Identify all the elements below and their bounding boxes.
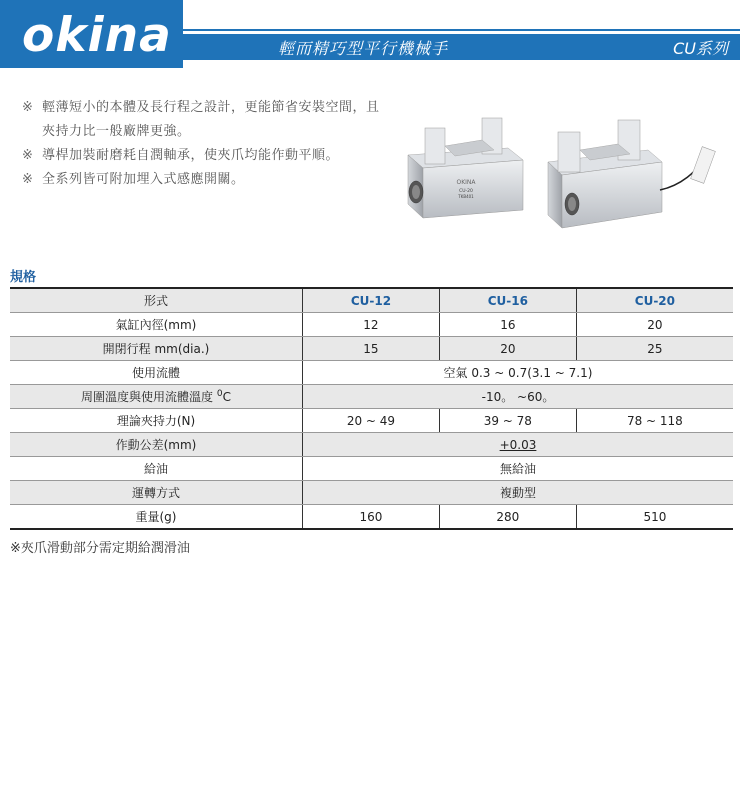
row-label-unit: C	[222, 390, 231, 404]
note-mark: ※	[22, 100, 33, 115]
table-row	[10, 457, 733, 481]
feature-list	[22, 96, 392, 192]
table-row	[10, 337, 733, 361]
row-label	[10, 385, 303, 409]
header-band	[183, 34, 740, 60]
note-mark: ※	[22, 172, 33, 187]
table-cell: 78 ~ 118	[576, 409, 733, 433]
table-cell: 160	[303, 505, 440, 530]
header-rule	[183, 29, 740, 31]
logo	[0, 0, 183, 68]
row-label: 給油	[10, 457, 303, 481]
model-header: CU-16	[439, 288, 576, 313]
table-cell: 15	[303, 337, 440, 361]
note-mark: ※	[22, 148, 33, 163]
product-photo	[398, 100, 728, 250]
row-label: 使用流體	[10, 361, 303, 385]
feature-item	[22, 144, 392, 168]
merged-cell: -10。 ~60。	[303, 385, 734, 409]
header-label: 形式	[10, 288, 303, 313]
table-cell: 280	[439, 505, 576, 530]
merged-cell: 複動型	[303, 481, 734, 505]
product-label-model: CU-20	[459, 189, 473, 194]
table-cell: 16	[439, 313, 576, 337]
table-row	[10, 433, 733, 457]
table-header-row	[10, 288, 733, 313]
gripper-right	[548, 120, 715, 228]
product-label-brand: OKINA	[456, 179, 476, 186]
feature-text: 輕薄短小的本體及長行程之設計，更能節省安裝空間，且夾持力比一般廠牌更強。	[42, 100, 380, 139]
spec-title: 規格	[10, 270, 37, 285]
degree-superscript: 0	[216, 389, 223, 399]
tolerance-value: +0.03	[499, 437, 537, 452]
feature-item	[22, 168, 392, 192]
table-cell: 20	[439, 337, 576, 361]
table-row	[10, 385, 733, 409]
merged-cell	[303, 433, 734, 457]
table-cell: 12	[303, 313, 440, 337]
page-header	[0, 0, 740, 70]
page-title: 輕而精巧型平行機械手	[278, 39, 449, 58]
row-label: 理論夾持力(N)	[10, 409, 303, 433]
product-label-code: TKB401	[458, 194, 474, 199]
row-label-text: 周圍溫度與使用流體溫度	[81, 390, 217, 404]
model-header: CU-12	[303, 288, 440, 313]
feature-text: 導桿加裝耐磨耗自潤軸承，使夾爪均能作動平順。	[42, 148, 340, 163]
table-row	[10, 313, 733, 337]
table-cell: 25	[576, 337, 733, 361]
table-row	[10, 481, 733, 505]
row-label: 運轉方式	[10, 481, 303, 505]
feature-text: 全系列皆可附加埋入式感應開關。	[42, 172, 245, 187]
footnote: ※夾爪滑動部分需定期給潤滑油	[10, 541, 190, 556]
row-label: 氣缸內徑(mm)	[10, 313, 303, 337]
table-row	[10, 361, 733, 385]
row-label: 重量(g)	[10, 505, 303, 530]
table-cell: 20 ~ 49	[303, 409, 440, 433]
table-cell: 20	[576, 313, 733, 337]
feature-item	[22, 96, 392, 144]
logo-text: okina	[22, 8, 172, 63]
row-label: 開閉行程 mm(dia.)	[10, 337, 303, 361]
series-name: CU系列	[673, 39, 728, 58]
table-row	[10, 409, 733, 433]
row-label: 作動公差(mm)	[10, 433, 303, 457]
table-cell: 39 ~ 78	[439, 409, 576, 433]
merged-cell: 無給油	[303, 457, 734, 481]
spec-table	[10, 287, 733, 530]
table-row	[10, 505, 733, 530]
model-header: CU-20	[576, 288, 733, 313]
merged-cell: 空氣 0.3 ~ 0.7(3.1 ~ 7.1)	[303, 361, 734, 385]
gripper-left	[408, 118, 523, 218]
table-cell: 510	[576, 505, 733, 530]
